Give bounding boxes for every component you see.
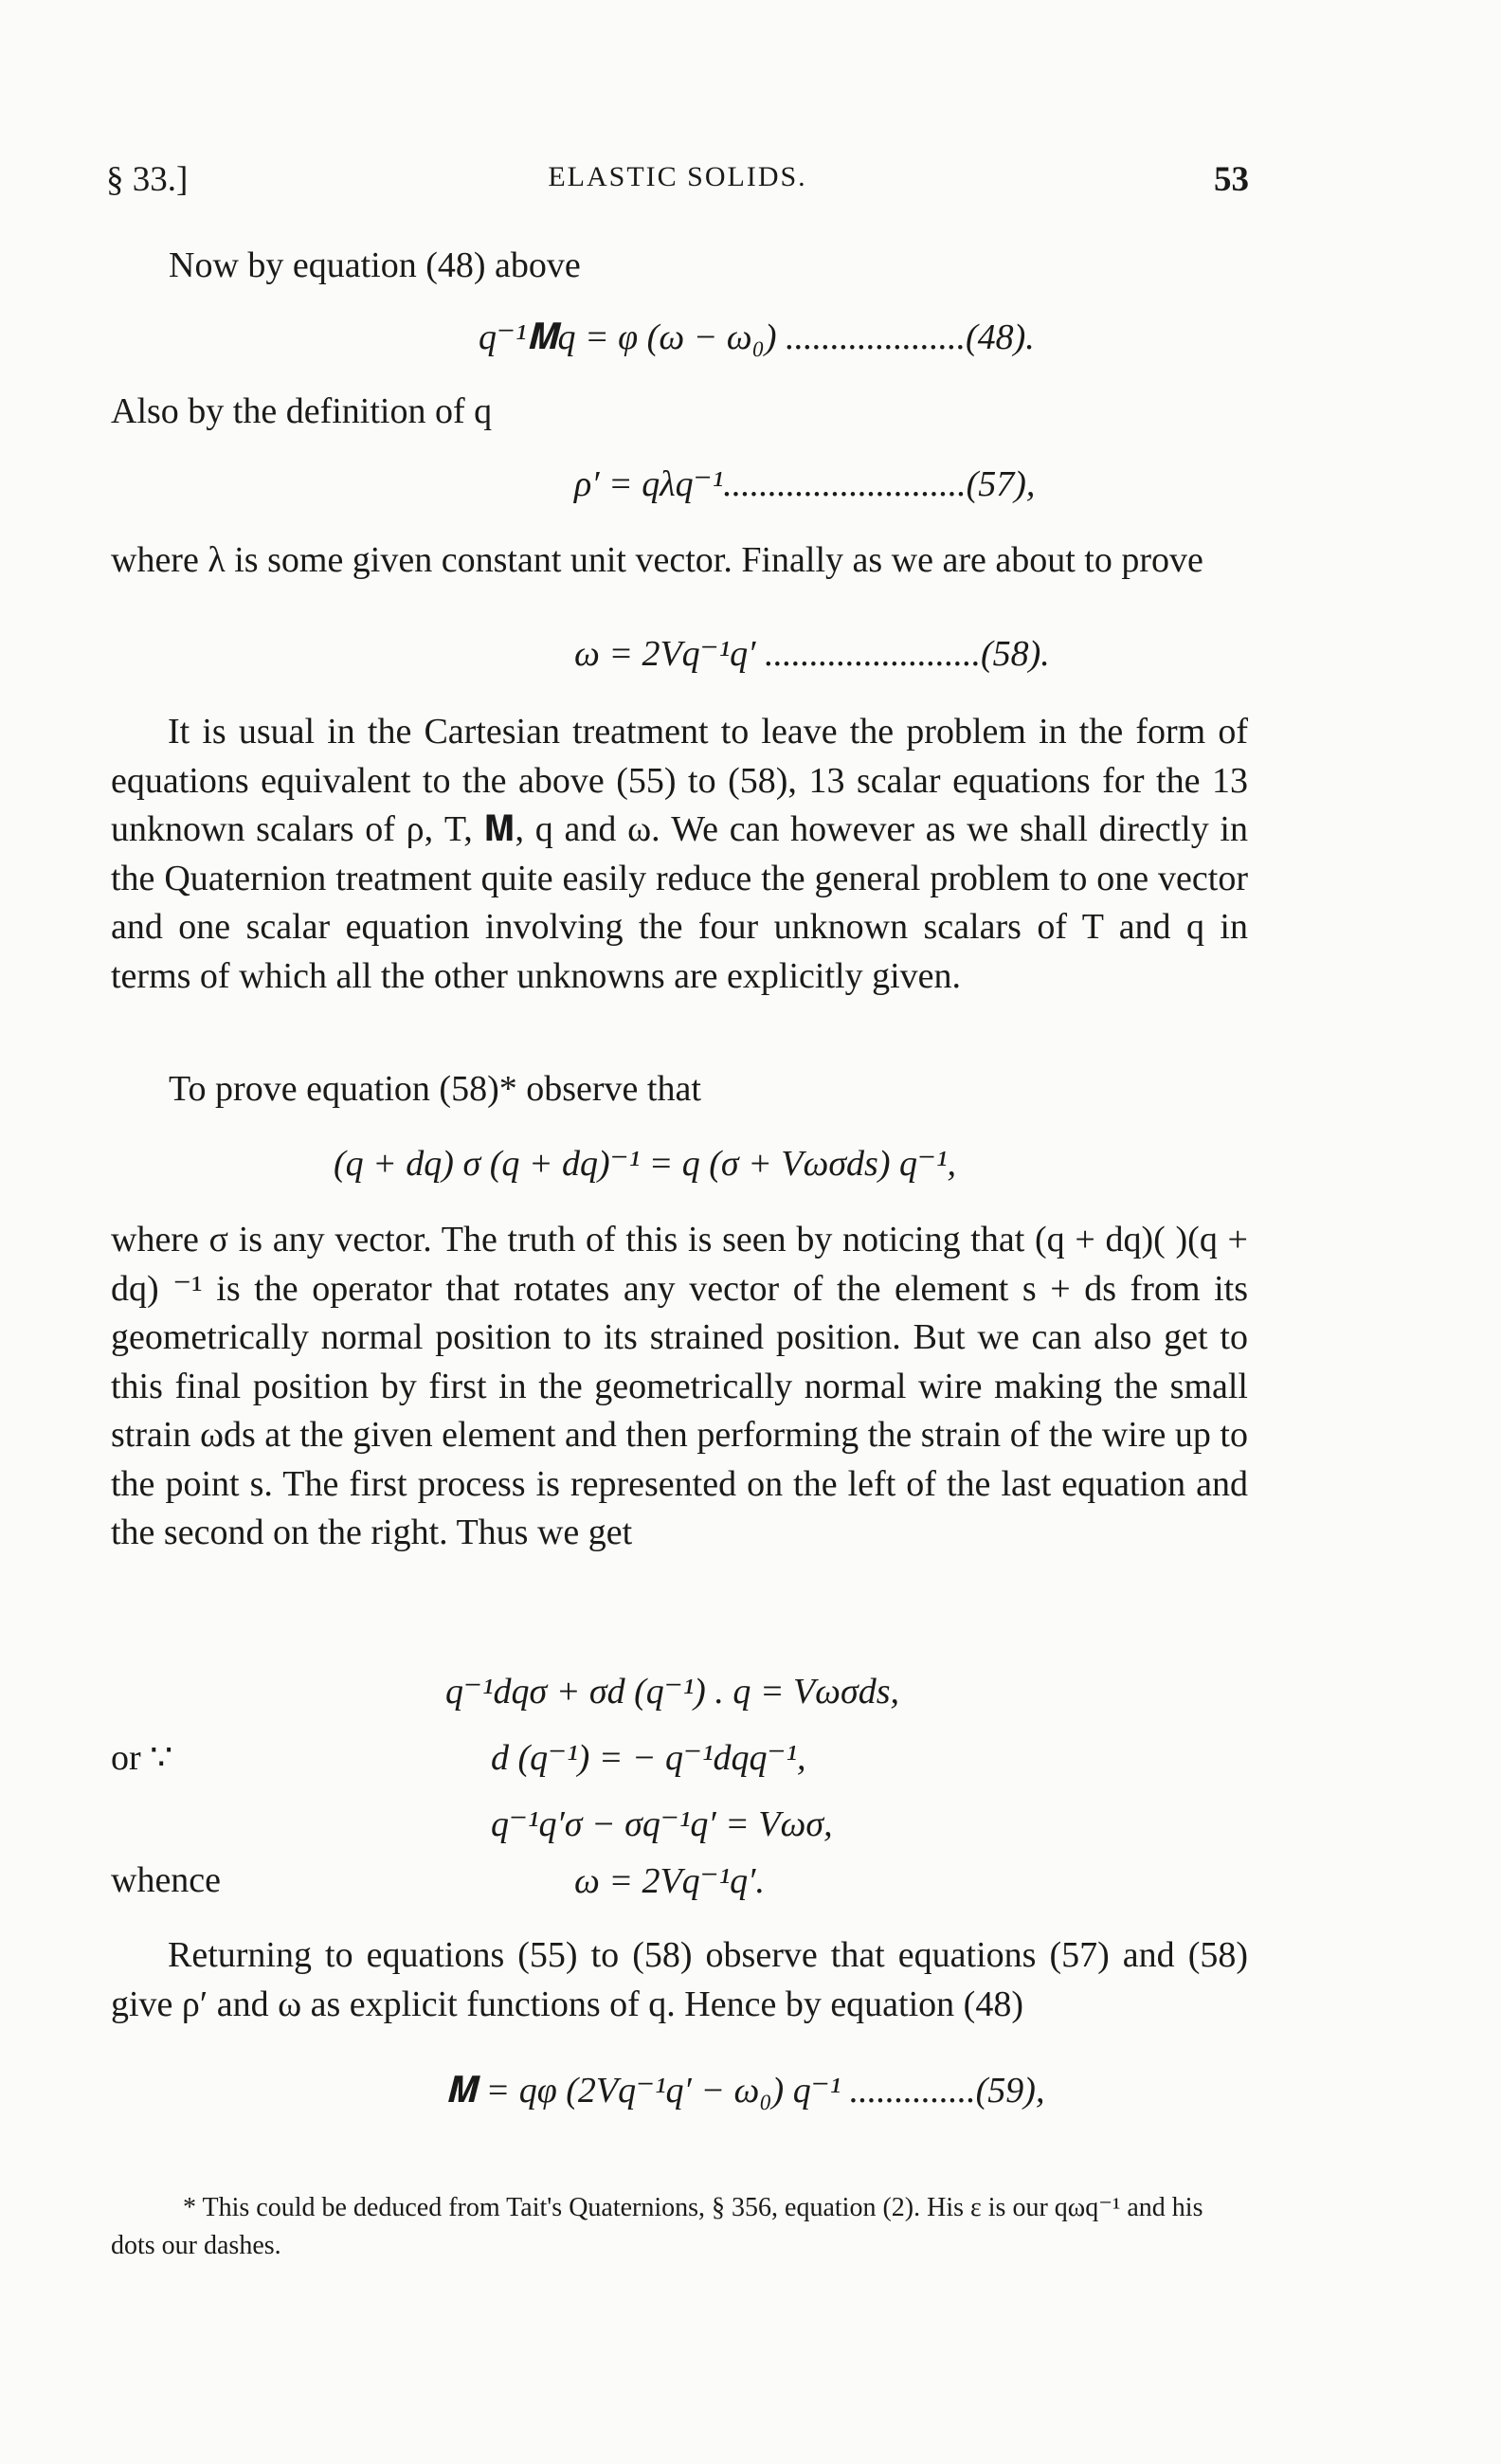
running-title: ELASTIC SOLIDS. [548,161,807,192]
paragraph-truth: where σ is any vector. The truth of this is seen by noticing that (q + dq)( )(q + dq) ⁻¹ is the operator that rotates any vector of the element s + ds from its geometrically normal position to its strained position. But we can also get to this final position by first in the geometrically normal wire making the small strain ωds at the given element and then performing the strain of the wire up to the point s. The first process is represented on the left of the last equation and the second on the right. Thus we get [111,1220,1248,1552]
equation-59: 𝐌 = qφ (2Vq⁻¹q′ − ω₀) q⁻¹ ..............(59), [445,2071,1045,2111]
paragraph-cartesian: It is usual in the Cartesian treatment to leave the problem in the form of equations equivalent to the above (55) to (58), 13 scalar equations for the 13 unknown scalars of ρ, T, 𝐌, q and ω. We can however as we shall directly in the Quaternion treatment quite easily reduce the general problem to one vector and one scalar equation involving the four unknown scalars of T and q in terms of which all the other unknowns are explicitly given. [111,712,1248,996]
page-number: 53 [1214,160,1249,199]
equation-57: ρ′ = qλq⁻¹...........................(57), [574,464,1036,504]
running-header [106,159,1249,207]
paragraph-where-lambda: where λ is some given constant unit vector. Finally as we are about to prove [111,540,1203,580]
equation-58: ω = 2Vq⁻¹q′ ........................(58). [574,634,1050,674]
equation-derivation-2: d (q⁻¹) = − q⁻¹dqq⁻¹, [491,1738,806,1778]
paragraph-intro: Now by equation (48) above [169,245,581,285]
label-whence: whence [111,1860,222,1900]
paragraph-returning: Returning to equations (55) to (58) observe that equations (57) and (58) give ρ′ and ω as explicit functions of q. Hence by equation (48) [111,1935,1248,2024]
equation-rotation: (q + dq) σ (q + dq)⁻¹ = q (σ + Vωσds) q⁻¹, [334,1144,956,1184]
paragraph-definition: Also by the definition of q [111,391,493,431]
label-or-because: or ∵ [111,1738,173,1778]
equation-derivation-1: q⁻¹dqσ + σd (q⁻¹) . q = Vωσds, [445,1672,900,1712]
footnote: * This could be deduced from Tait's Quaternions, § 356, equation (2). His ε is our qωq⁻¹ and his dots our dashes. [111,2193,1203,2260]
equation-48: q⁻¹𝐌q = φ (ω − ω₀) ....................(48). [479,317,1035,357]
paragraph-to-prove: To prove equation (58)* observe that [169,1069,701,1109]
section-mark: § 33.] [106,160,189,199]
equation-derivation-3: q⁻¹q′σ − σq⁻¹q′ = Vωσ, [491,1804,833,1844]
equation-omega-result: ω = 2Vq⁻¹q′. [574,1861,765,1901]
